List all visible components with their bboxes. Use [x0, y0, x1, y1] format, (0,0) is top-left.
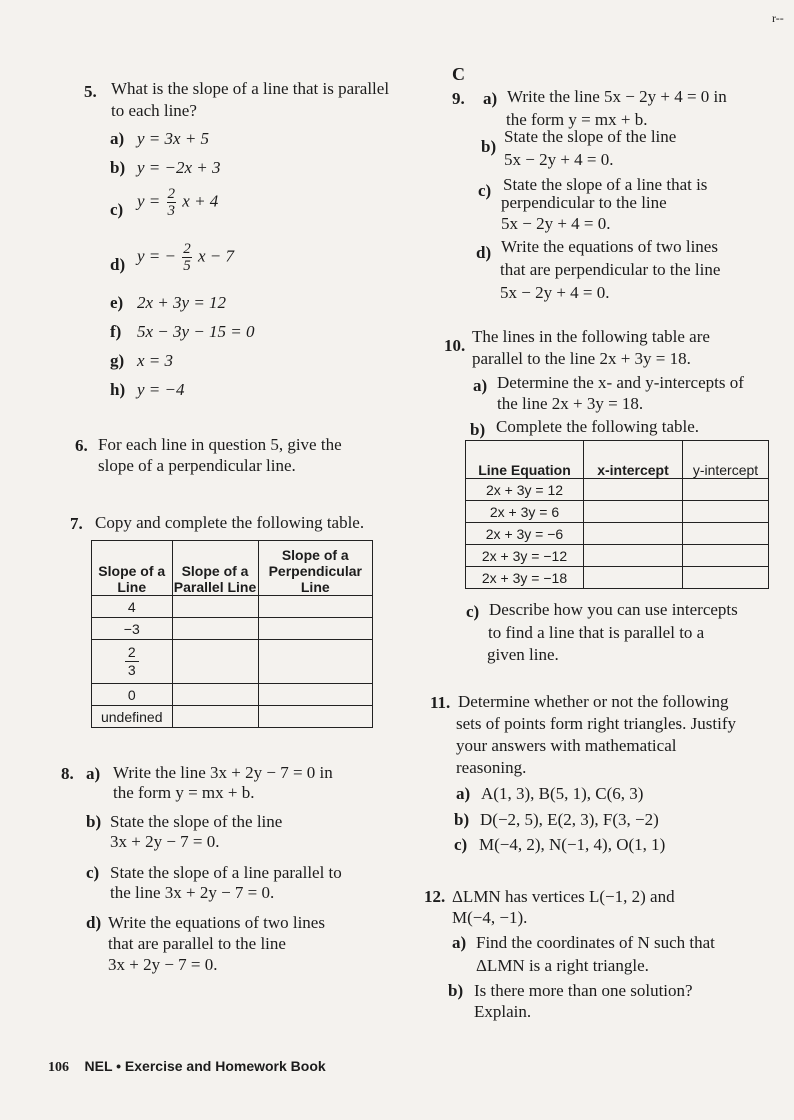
equation: y = −4: [137, 380, 185, 399]
part-text: to find a line that is parallel to a: [488, 623, 705, 642]
table-cell: 2x + 3y = 12: [466, 479, 584, 501]
part-label: c): [478, 181, 492, 200]
column-header: Line Equation: [466, 441, 584, 479]
table-cell: undefined: [92, 706, 173, 728]
part-label: d): [110, 255, 126, 274]
part-label: b): [86, 812, 102, 831]
part-label: g): [110, 351, 125, 370]
question-number: 7.: [70, 514, 83, 533]
part-label: b): [454, 810, 470, 829]
question-text: Copy and complete the following table.: [95, 513, 365, 532]
table-cell: 4: [92, 596, 173, 618]
table-header-row: [92, 541, 373, 596]
table-row: [466, 501, 769, 523]
part-text: the form y = mx + b.: [506, 110, 648, 129]
part-text: Complete the following table.: [496, 417, 700, 436]
part-text: 3x + 2y − 7 = 0.: [108, 955, 218, 974]
part-label: b): [448, 981, 464, 1000]
column-header: Slope of a Parallel Line: [172, 541, 258, 596]
part-text: Determine the x- and y-intercepts of: [497, 373, 744, 392]
question-number: 10.: [444, 336, 466, 355]
fraction-denominator: 5: [183, 258, 191, 274]
question-text: Determine whether or not the following: [458, 692, 729, 711]
part-text: Write the equations of two lines: [501, 237, 718, 256]
table-cell: [92, 640, 173, 684]
empty-cell: [683, 479, 769, 501]
empty-cell: [683, 545, 769, 567]
part-text: State the slope of a line parallel to: [110, 863, 342, 882]
part-label: b): [481, 137, 497, 156]
part-label: a): [473, 376, 488, 395]
empty-cell: [258, 684, 372, 706]
table-row: [92, 596, 373, 618]
part-text: Find the coordinates of N such that: [476, 933, 715, 952]
section-heading: C: [452, 64, 465, 84]
part-label: c): [466, 602, 480, 621]
table-cell: 0: [92, 684, 173, 706]
part-text: given line.: [487, 645, 559, 664]
empty-cell: [584, 479, 683, 501]
equation-suffix: x − 7: [198, 246, 235, 266]
part-text: 3x + 2y − 7 = 0.: [110, 832, 220, 851]
table-row: [92, 618, 373, 640]
question-text: parallel to the line 2x + 3y = 18.: [472, 349, 691, 368]
part-text: perpendicular to the line: [501, 193, 667, 212]
part-label: d): [86, 913, 102, 932]
part-label: a): [483, 89, 498, 108]
fraction-numerator: 2: [167, 186, 176, 202]
column-header: Slope of a Perpendicular Line: [258, 541, 372, 596]
page-footer: [48, 1058, 326, 1076]
column-header: Slope of a Line: [92, 541, 173, 596]
equation: x = 3: [137, 351, 174, 370]
part-text: Describe how you can use intercepts: [489, 600, 738, 619]
part-text: that are parallel to the line: [108, 934, 286, 953]
empty-cell: [683, 501, 769, 523]
empty-cell: [258, 618, 372, 640]
question-text: For each line in question 5, give the: [98, 435, 342, 454]
fraction-denominator: 3: [167, 203, 176, 219]
fraction-numerator: 2: [183, 241, 191, 257]
empty-cell: [683, 523, 769, 545]
empty-cell: [584, 567, 683, 589]
part-label: b): [470, 420, 486, 439]
table-cell: 2x + 3y = −6: [466, 523, 584, 545]
part-label: a): [456, 784, 471, 803]
part-text: State the slope of the line: [110, 812, 283, 831]
part-text: 5x − 2y + 4 = 0.: [500, 283, 610, 302]
table-header-row: [466, 441, 769, 479]
empty-cell: [584, 523, 683, 545]
part-text: Write the line 3x + 2y − 7 = 0 in: [113, 763, 333, 782]
part-text: Explain.: [474, 1002, 532, 1021]
part-label: b): [110, 158, 126, 177]
question-text: M(−4, −1).: [452, 908, 528, 927]
part-text: that are perpendicular to the line: [500, 260, 721, 279]
part-text: Write the equations of two lines: [108, 913, 325, 932]
equation-prefix: y = −: [137, 246, 176, 266]
equation: y = 3x + 5: [137, 129, 210, 148]
column-header: y-intercept: [683, 441, 769, 479]
table-row: [92, 640, 373, 684]
part-text: ΔLMN is a right triangle.: [476, 956, 649, 975]
part-label: h): [110, 380, 126, 399]
empty-cell: [172, 706, 258, 728]
question-number: 11.: [430, 693, 451, 712]
part-label: a): [110, 129, 125, 148]
part-label: c): [454, 835, 468, 854]
question-number: 5.: [84, 82, 97, 101]
empty-cell: [584, 501, 683, 523]
fraction-denominator: 3: [127, 662, 136, 678]
part-text: Is there more than one solution?: [474, 981, 693, 1000]
book-title: NEL • Exercise and Homework Book: [84, 1058, 326, 1074]
empty-cell: [258, 596, 372, 618]
empty-cell: [584, 545, 683, 567]
question-text: slope of a perpendicular line.: [98, 456, 296, 475]
slopes-table: [91, 540, 373, 728]
table-row: [92, 684, 373, 706]
table-cell: 2x + 3y = 6: [466, 501, 584, 523]
part-label: a): [86, 764, 101, 783]
equation: 5x − 3y − 15 = 0: [137, 322, 255, 341]
part-label: f): [110, 322, 122, 341]
question-number: 9.: [452, 89, 465, 108]
empty-cell: [172, 640, 258, 684]
equation-prefix: y =: [137, 191, 161, 211]
equation: y = −2x + 3: [137, 158, 221, 177]
part-text: 5x − 2y + 4 = 0.: [504, 150, 614, 169]
question-text: What is the slope of a line that is parallel: [111, 79, 390, 98]
question-text: sets of points form right triangles. Justify: [456, 714, 737, 733]
equation-suffix: x + 4: [182, 191, 219, 211]
empty-cell: [172, 618, 258, 640]
table-row: [466, 567, 769, 589]
question-number: 8.: [61, 764, 74, 783]
part-text: the line 3x + 2y − 7 = 0.: [110, 883, 275, 902]
part-text: State the slope of the line: [504, 127, 677, 146]
part-text: M(−4, 2), N(−1, 4), O(1, 1): [479, 835, 666, 854]
table-cell: 2x + 3y = −18: [466, 567, 584, 589]
part-text: State the slope of a line that is: [503, 175, 708, 194]
fraction: [167, 186, 177, 219]
question-text: reasoning.: [456, 758, 527, 777]
empty-cell: [258, 706, 372, 728]
question-text: The lines in the following table are: [472, 327, 710, 346]
intercepts-table: [465, 440, 769, 589]
part-label: e): [110, 293, 124, 312]
part-text: 5x − 2y + 4 = 0.: [501, 214, 611, 233]
question-text: your answers with mathematical: [456, 736, 677, 755]
page-number: 106: [48, 1060, 69, 1075]
corner-mark: r--: [772, 11, 784, 25]
table-row: [466, 479, 769, 501]
table-cell: 2x + 3y = −12: [466, 545, 584, 567]
question-text: ΔLMN has vertices L(−1, 2) and: [452, 887, 675, 906]
part-label: c): [110, 200, 124, 219]
fraction: [182, 241, 192, 274]
part-label: c): [86, 863, 100, 882]
empty-cell: [172, 596, 258, 618]
fraction-numerator: 2: [125, 644, 139, 662]
equation: [137, 186, 218, 219]
part-text: the line 2x + 3y = 18.: [497, 394, 644, 413]
column-header: x-intercept: [584, 441, 683, 479]
part-text: A(1, 3), B(5, 1), C(6, 3): [481, 784, 644, 803]
part-label: d): [476, 243, 492, 262]
question-number: 6.: [75, 436, 88, 455]
table-row: [466, 545, 769, 567]
empty-cell: [683, 567, 769, 589]
fraction: [125, 644, 139, 679]
equation: 2x + 3y = 12: [137, 293, 227, 312]
empty-cell: [172, 684, 258, 706]
table-row: [92, 706, 373, 728]
question-text: to each line?: [111, 101, 197, 120]
question-number: 12.: [424, 887, 446, 906]
table-cell: −3: [92, 618, 173, 640]
equation: [137, 241, 234, 274]
empty-cell: [258, 640, 372, 684]
part-text: the form y = mx + b.: [113, 783, 255, 802]
part-text: D(−2, 5), E(2, 3), F(3, −2): [480, 810, 659, 829]
table-row: [466, 523, 769, 545]
part-label: a): [452, 933, 467, 952]
part-text: Write the line 5x − 2y + 4 = 0 in: [507, 87, 727, 106]
